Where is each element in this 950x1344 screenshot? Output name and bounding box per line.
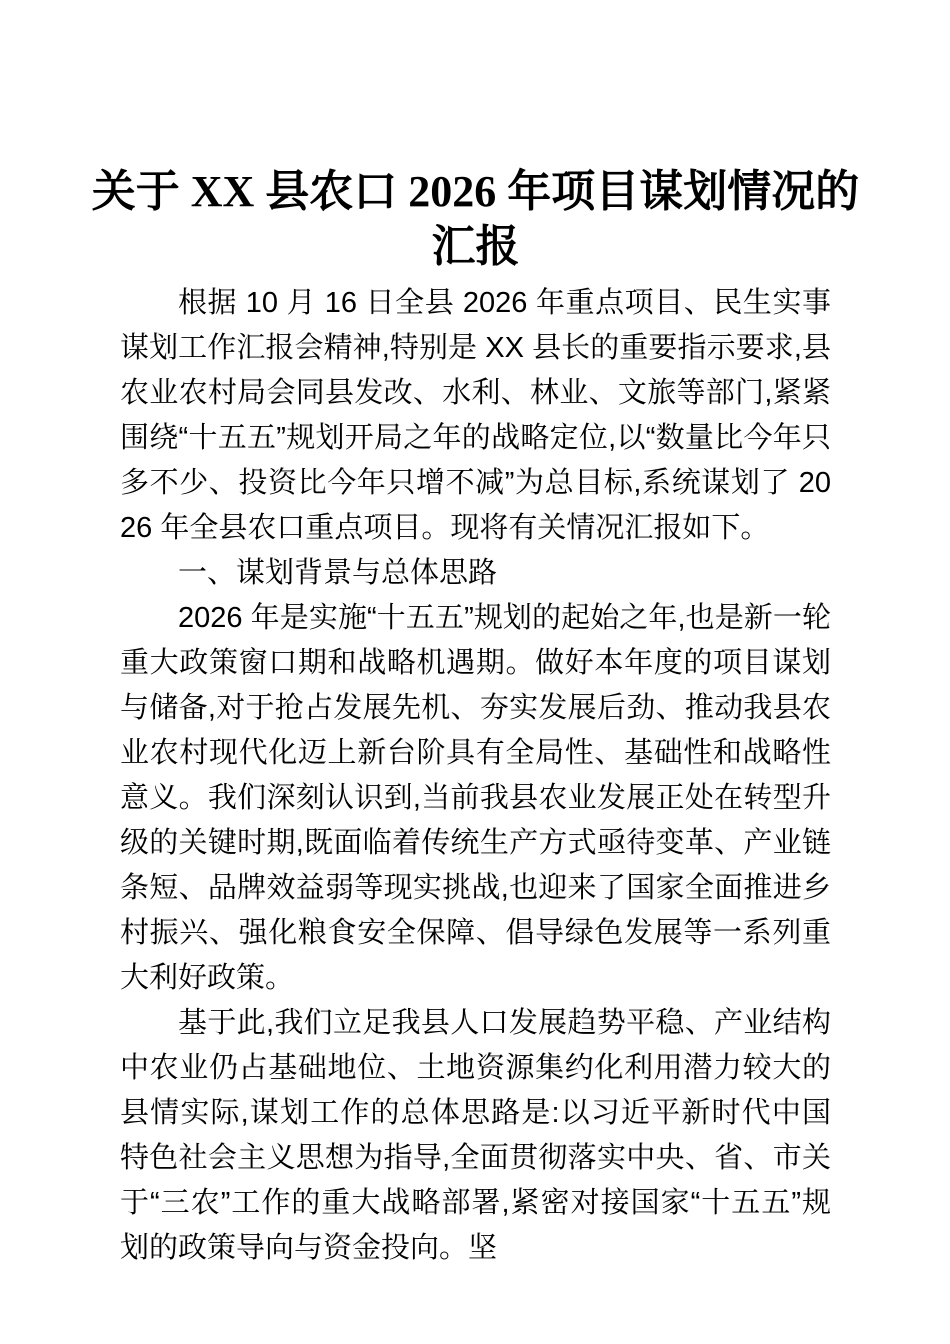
- document-body: [120, 281, 831, 1271]
- body-paragraph: 根据 10 月 16 日全县 2026 年重点项目、民生实事谋划工作汇报会精神,特别是 XX 县长的重要指示要求,县农业农村局会同县发改、水利、林业、文旅等部门,紧紧围绕“十五五”规划开局之年的战略定位,以“数量比今年只多不少、投资比今年只增不减”为总目标,系统谋划了 2026 年全县农口重点项目。现将有关情况汇报如下。: [120, 287, 831, 544]
- document-title: 关于 XX 县农口 2026 年项目谋划情况的汇报: [91, 167, 860, 271]
- body-paragraph: 2026 年是实施“十五五”规划的起始之年,也是新一轮重大政策窗口期和战略机遇期。做好本年度的项目谋划与储备,对于抢占发展先机、夯实发展后劲、推动我县农业农村现代化迈上新台阶具有全局性、基础性和战略性意义。我们深刻认识到,当前我县农业发展正处在转型升级的关键时期,既面临着传统生产方式亟待变革、产业链条短、品牌效益弱等现实挑战,也迎来了国家全面推进乡村振兴、强化粮食安全保障、倡导绿色发展等一系列重大利好政策。: [120, 602, 831, 994]
- body-paragraph: 基于此,我们立足我县人口发展趋势平稳、产业结构中农业仍占基础地位、土地资源集约化利用潜力较大的县情实际,谋划工作的总体思路是:以习近平新时代中国特色社会主义思想为指导,全面贯彻落实中央、省、市关于“三农”工作的重大战略部署,紧密对接国家“十五五”规划的政策导向与资金投向。坚: [120, 1007, 831, 1264]
- section-heading: 一、谋划背景与总体思路: [178, 557, 498, 589]
